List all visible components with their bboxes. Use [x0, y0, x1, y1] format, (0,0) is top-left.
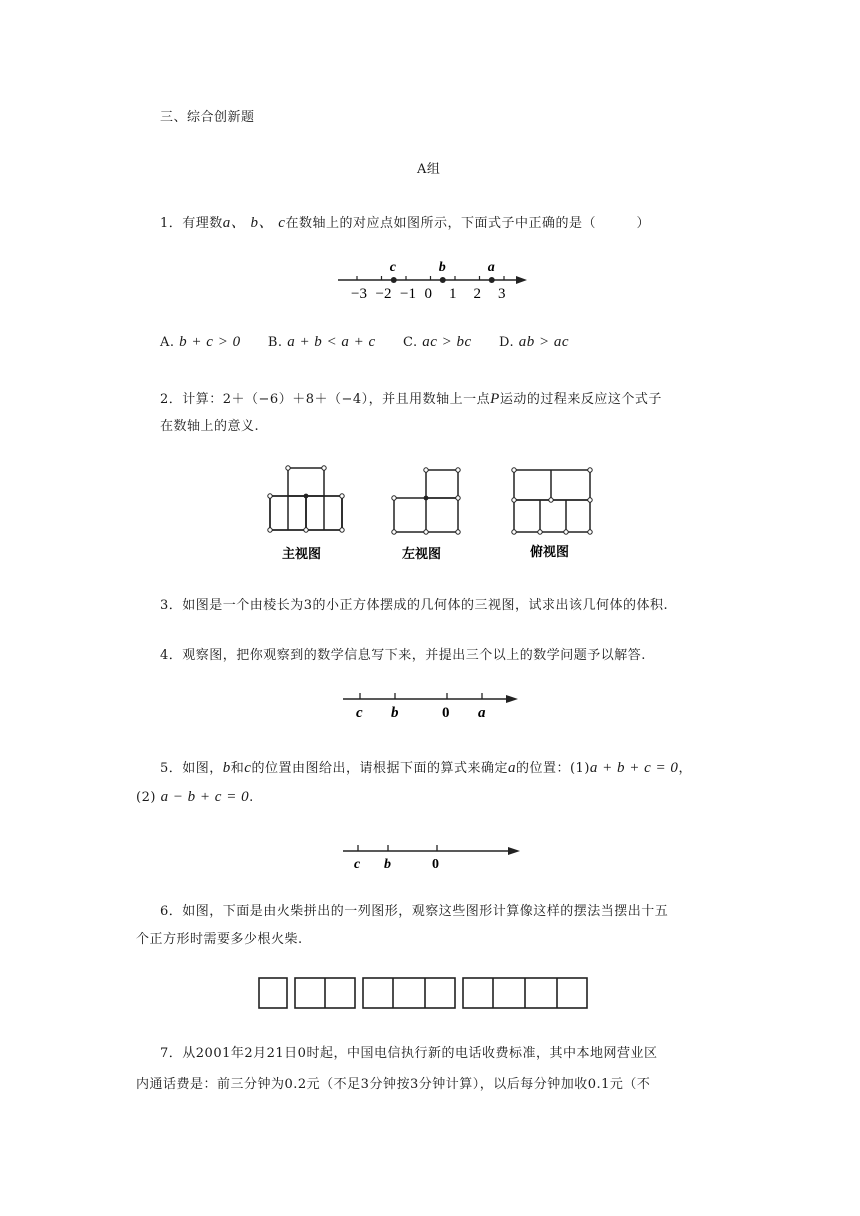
question-2-line-1: 2．计算：2＋（−6）＋8＋（−4），并且用数轴上一点P运动的过程来反应这个式子	[160, 391, 662, 407]
front-view-caption: 主视图	[282, 547, 322, 562]
q5-label-c: c	[354, 857, 361, 872]
q1-tick-label: 3	[498, 286, 506, 302]
question-1-vars: a、 b、 c	[222, 215, 286, 231]
number-line-q4	[340, 688, 530, 722]
q1-tick-label: −1	[400, 286, 416, 302]
three-views-figure	[260, 460, 600, 570]
question-5-line-2: (2) a − b + c = 0.	[136, 789, 254, 805]
number-line-q5	[340, 840, 530, 874]
number-line-q1	[335, 258, 535, 303]
option-d[interactable]: D. ab > ac	[498, 334, 569, 350]
question-1-options	[160, 334, 569, 351]
section-title: 三、综合创新题	[160, 110, 255, 125]
top-view-caption: 俯视图	[530, 545, 570, 560]
q1-point-c	[391, 277, 397, 283]
q1-point-label-c: c	[389, 260, 396, 275]
question-7-line-2: 内通话费是：前三分钟为0.2元（不足3分钟按3分钟计算），以后每分钟加收0.1元（不	[136, 1077, 651, 1092]
q1-tick-label: −3	[351, 286, 367, 302]
question-7-line-1: 7．从2001年2月21日0时起，中国电信执行新的电话收费标准，其中本地网营业区	[160, 1046, 658, 1061]
q5-label-0: 0	[432, 857, 439, 872]
q4-label-0: 0	[442, 705, 450, 721]
option-c[interactable]: C. ac > bc	[403, 334, 472, 350]
q1-point-b	[440, 277, 446, 283]
question-2-line-2: 在数轴上的意义.	[160, 419, 260, 434]
q1-point-a	[489, 277, 495, 283]
group-title: A组	[417, 162, 441, 177]
question-6-line-1: 6．如图，下面是由火柴拼出的一列图形，观察这些图形计算像这样的摆法当摆出十五	[160, 904, 669, 919]
matchstick-group	[363, 978, 455, 1008]
q1-tick-label: 2	[473, 286, 481, 302]
q4-label-c: c	[356, 705, 363, 721]
q1-tick-label: 1	[449, 286, 457, 302]
q5-label-b: b	[384, 857, 391, 872]
option-a[interactable]: A. b + c > 0	[160, 334, 241, 350]
question-1-text: 1．有理数a、 b、 c在数轴上的对应点如图所示，下面式子中正确的是（ ）	[160, 215, 650, 231]
q4-label-b: b	[391, 705, 399, 721]
q1-point-label-b: b	[438, 260, 446, 275]
question-6-line-2: 个正方形时需要多少根火柴.	[136, 932, 303, 947]
question-4-text: 4．观察图，把你观察到的数学信息写下来，并提出三个以上的数学问题予以解答.	[160, 648, 646, 663]
question-3-text: 3．如图是一个由棱长为3的小正方体摆成的几何体的三视图，试求出该几何体的体积.	[160, 598, 669, 613]
option-b[interactable]: B. a + b < a + c	[267, 334, 376, 350]
left-view-caption: 左视图	[402, 547, 442, 562]
matchstick-group	[259, 978, 287, 1008]
q4-label-a: a	[478, 705, 486, 721]
matchstick-figure	[255, 972, 610, 1016]
q1-tick-label: 0	[424, 286, 432, 302]
q1-point-label-a: a	[487, 260, 495, 275]
q1-tick-label: −2	[375, 286, 392, 302]
question-5-line-1: 5．如图，b和c的位置由图给出，请根据下面的算式来确定a的位置：(1)a + b + c = 0，	[160, 760, 692, 776]
